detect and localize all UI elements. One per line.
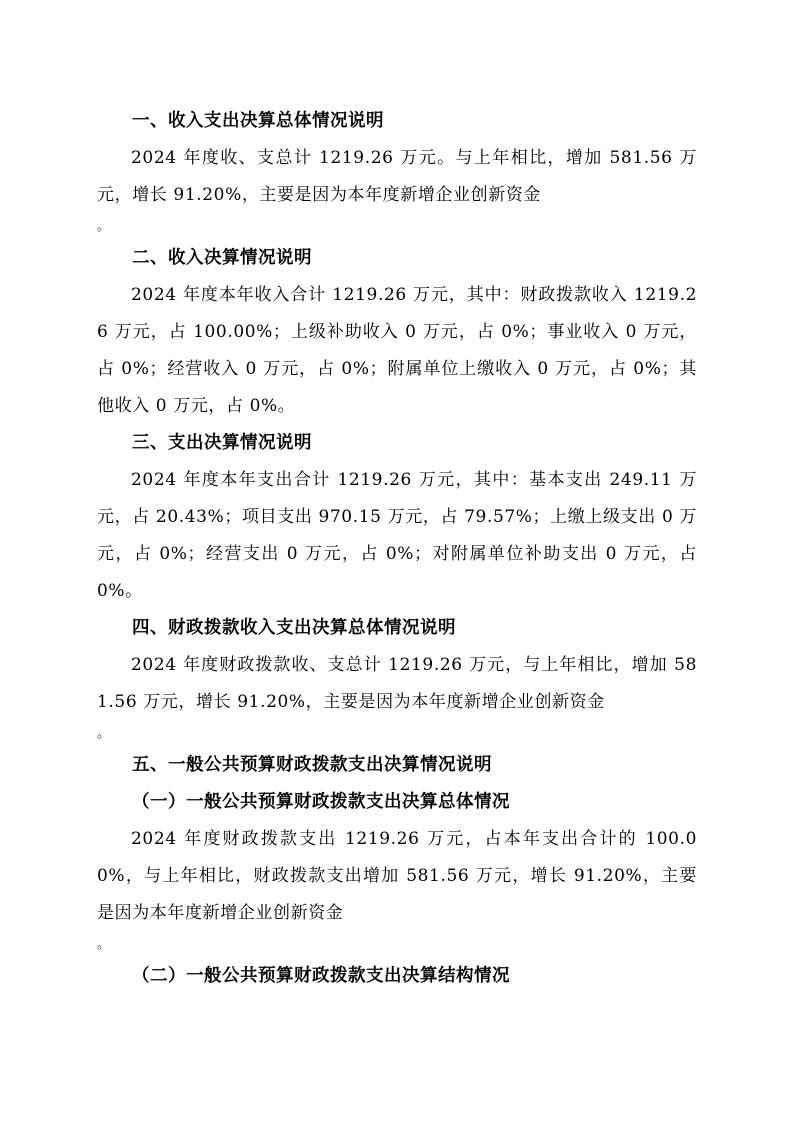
section-heading-expenditure-accounts: 三、支出决算情况说明 [132, 433, 312, 453]
standalone-period-1: 。 [97, 219, 111, 234]
section-heading-fiscal-appropriation-overall: 四、财政拨款收入支出决算总体情况说明 [132, 618, 456, 638]
subsection-heading-general-public-budget-overall: （一）一般公共预算财政拨款支出决算总体情况 [132, 792, 510, 812]
paragraph-income-expenditure-overall: 2024 年度收、支总计 1219.26 万元。与上年相比，增加 581.56 万元，增长 91.20%，主要是因为本年度新增企业创新资金 [97, 148, 697, 205]
subsection-heading-general-public-budget-structure: （二）一般公共预算财政拨款支出决算结构情况 [132, 966, 510, 986]
paragraph-expenditure-accounts: 2024 年度本年支出合计 1219.26 万元，其中：基本支出 249.11 万元，占 20.43%；项目支出 970.15 万元，占 79.57%；上缴上级支出 0 万元，占 0%；经营支出 0 万元，占 0%；对附属单位补助支出 0 万元，占 0%。 [97, 470, 697, 601]
paragraph-income-accounts: 2024 年度本年收入合计 1219.26 万元，其中：财政拨款收入 1219.26 万元，占 100.00%；上级补助收入 0 万元，占 0%；事业收入 0 万元，占 0%；经营收入 0 万元，占 0%；附属单位上缴收入 0 万元，占 0%；其他收入 0 万元，占 0%。 [97, 285, 697, 416]
standalone-period-2: 。 [97, 726, 111, 741]
paragraph-general-public-budget-overall: 2024 年度财政拨款支出 1219.26 万元，占本年支出合计的 100.00%，与上年相比，财政拨款支出增加 581.56 万元，增长 91.20%，主要是因为本年度新增企业创新资金 [97, 829, 697, 923]
section-heading-income-accounts: 二、收入决算情况说明 [132, 248, 312, 268]
paragraph-fiscal-appropriation-overall: 2024 年度财政拨款收、支总计 1219.26 万元，与上年相比，增加 581.56 万元，增长 91.20%，主要是因为本年度新增企业创新资金 [97, 655, 697, 712]
section-heading-income-expenditure-overall: 一、收入支出决算总体情况说明 [132, 111, 384, 131]
section-heading-general-public-budget-expenditure: 五、一般公共预算财政拨款支出决算情况说明 [132, 755, 492, 775]
standalone-period-3: 。 [97, 937, 111, 952]
